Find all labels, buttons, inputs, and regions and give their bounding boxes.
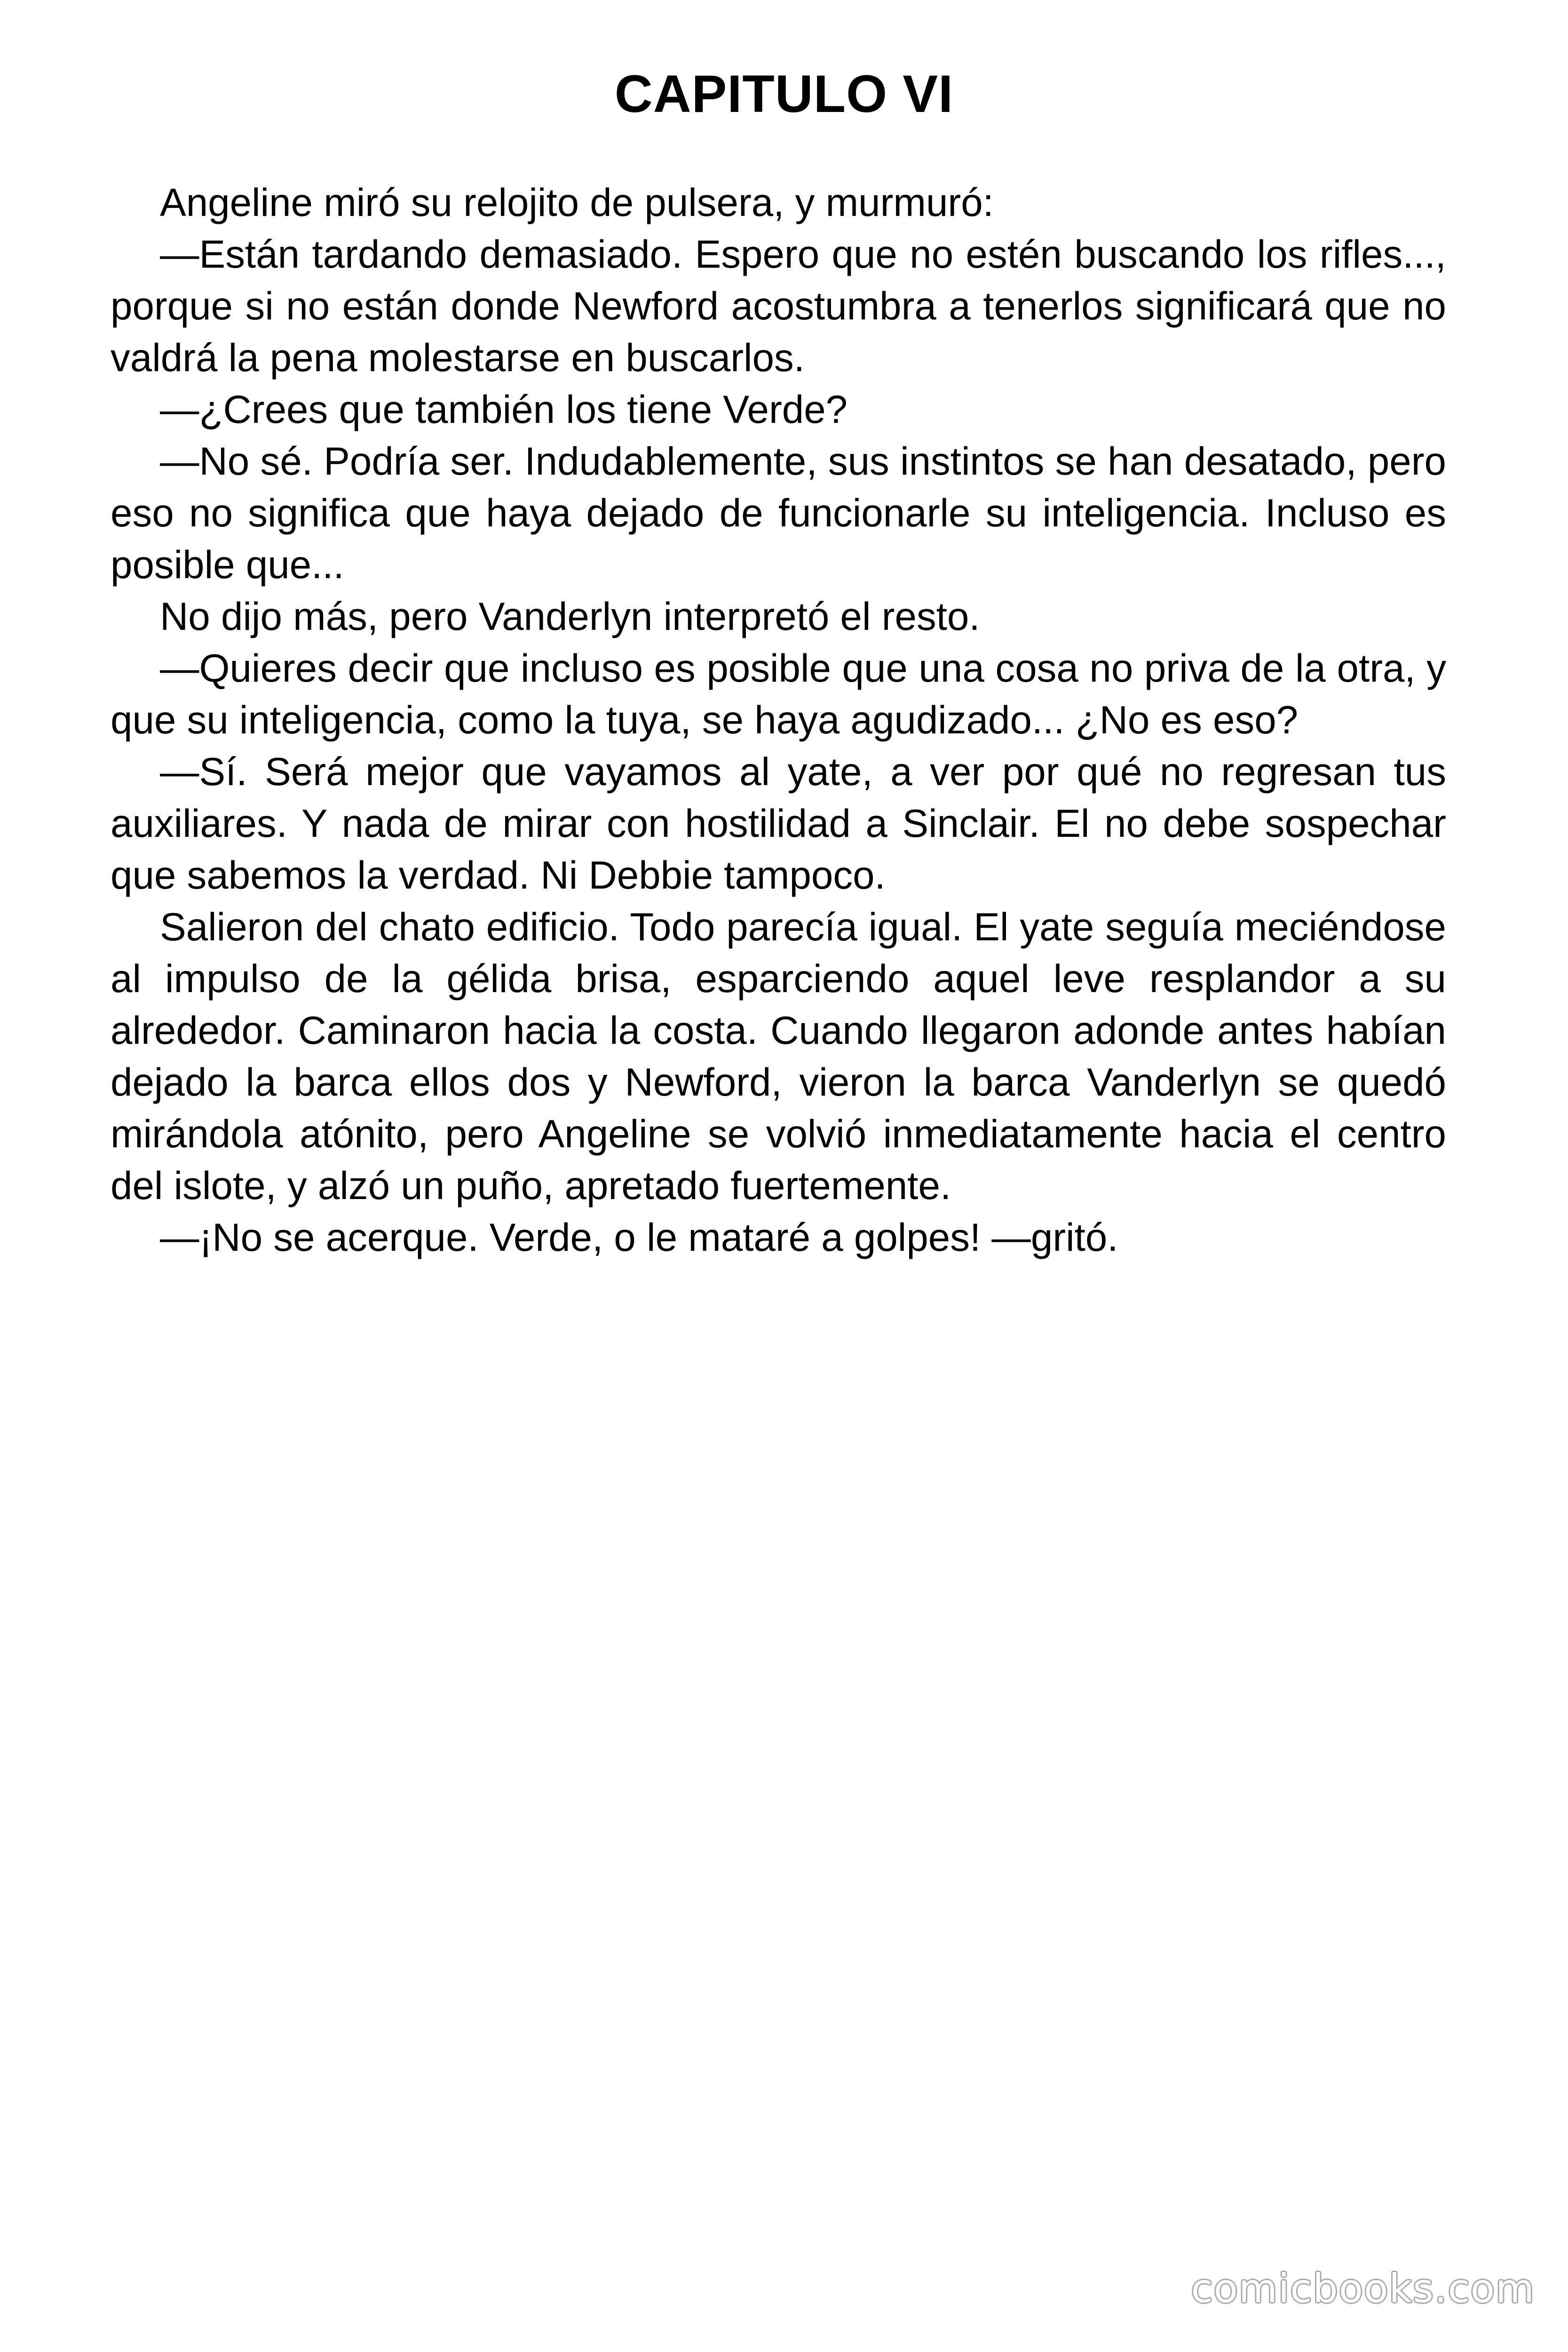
paragraph: Salieron del chato edificio. Todo parecía igual. El yate seguía meciéndose al impulso de la gélida brisa, esparciendo aquel leve resplandor a su alrededor. Caminaron hacia la costa. Cuando llegaron adonde antes habían dejado la barca ellos dos y Newford, vieron la barca Vanderlyn se quedó mirándola atónito, pero Angeline se volvió inmediatamente hacia el centro del islote, y alzó un puño, apretado fuertemente. — [111, 905, 1446, 1208]
paragraph: —Están tardando demasiado. Espero que no estén buscando los rifles..., porque si no están donde Newford acostumbra a tenerlos significará que no valdrá la pena molestarse en buscarlos. — [111, 232, 1446, 380]
paragraph: —¡No se acerque. Verde, o le mataré a golpes! —gritó. — [160, 1215, 1118, 1259]
chapter-body — [111, 176, 1446, 1263]
paragraph: —No sé. Podría ser. Indudablemente, sus instintos se han desatado, pero eso no significa que haya dejado de funcionarle su inteligencia. Incluso es posible que... — [111, 439, 1446, 587]
paragraph: —¿Crees que también los tiene Verde? — [160, 387, 848, 431]
watermark-logo: comicbooks.com — [1191, 2265, 1535, 2312]
paragraph: —Quieres decir que incluso es posible que una cosa no priva de la otra, y que su inteligencia, como la tuya, se haya agudizado... ¿No es eso? — [111, 646, 1446, 742]
paragraph: Angeline miró su relojito de pulsera, y murmuró: — [160, 180, 994, 224]
paragraph: No dijo más, pero Vanderlyn interpretó el resto. — [160, 594, 980, 638]
chapter-title: CAPITULO VI — [614, 64, 954, 123]
paragraph: —Sí. Será mejor que vayamos al yate, a ver por qué no regresan tus auxiliares. Y nada de mirar con hostilidad a Sinclair. El no debe sospechar que sabemos la verdad. Ni Debbie tampoco. — [111, 749, 1446, 897]
